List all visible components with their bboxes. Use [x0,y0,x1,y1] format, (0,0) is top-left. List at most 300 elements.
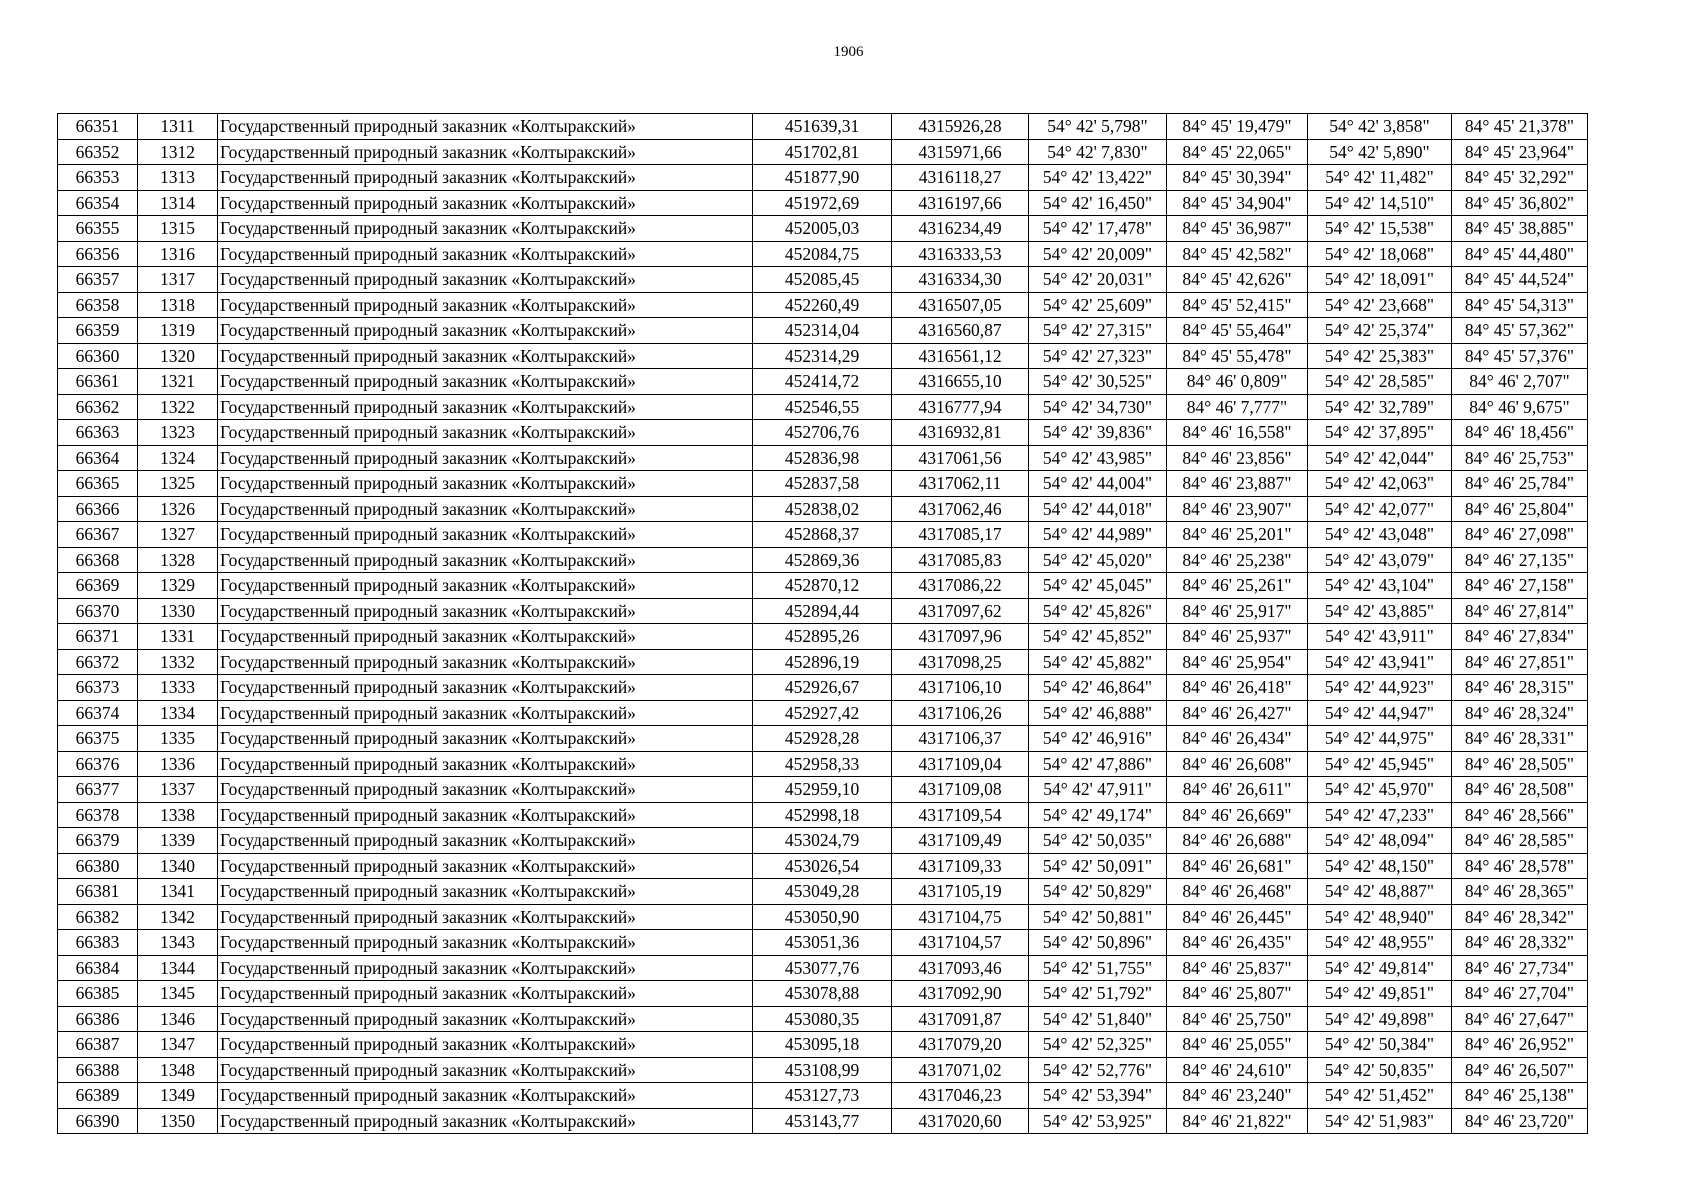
object-name-cell: Государственный природный заказник «Колтыракский» [218,216,753,242]
latitude-2-cell: 54° 42' 44,975" [1308,726,1452,752]
coord-y-cell: 4317093,46 [892,955,1029,981]
coord-x-cell: 451702,81 [753,139,892,165]
record-number-cell: 66352 [58,139,138,165]
coord-y-cell: 4317061,56 [892,445,1029,471]
coord-x-cell: 453026,54 [753,853,892,879]
record-number-cell: 66376 [58,751,138,777]
latitude-1-cell: 54° 42' 27,315" [1029,318,1167,344]
coord-x-cell: 453050,90 [753,904,892,930]
coord-y-cell: 4317062,11 [892,471,1029,497]
longitude-1-cell: 84° 46' 26,468" [1167,879,1308,905]
latitude-1-cell: 54° 42' 7,830" [1029,139,1167,165]
object-name-cell: Государственный природный заказник «Колтыракский» [218,930,753,956]
object-name-cell: Государственный природный заказник «Колтыракский» [218,114,753,140]
coord-x-cell: 452084,75 [753,241,892,267]
coord-x-cell: 452894,44 [753,598,892,624]
point-number-cell: 1338 [138,802,218,828]
record-number-cell: 66360 [58,343,138,369]
record-number-cell: 66368 [58,547,138,573]
object-name-cell: Государственный природный заказник «Колтыракский» [218,828,753,854]
point-number-cell: 1322 [138,394,218,420]
object-name-cell: Государственный природный заказник «Колтыракский» [218,904,753,930]
record-number-cell: 66361 [58,369,138,395]
longitude-2-cell: 84° 46' 25,784" [1452,471,1588,497]
point-number-cell: 1348 [138,1057,218,1083]
object-name-cell: Государственный природный заказник «Колтыракский» [218,165,753,191]
record-number-cell: 66390 [58,1108,138,1134]
object-name-cell: Государственный природный заказник «Колтыракский» [218,1057,753,1083]
latitude-2-cell: 54° 42' 42,044" [1308,445,1452,471]
longitude-1-cell: 84° 45' 36,987" [1167,216,1308,242]
latitude-2-cell: 54° 42' 15,538" [1308,216,1452,242]
object-name-cell: Государственный природный заказник «Колтыракский» [218,292,753,318]
point-number-cell: 1329 [138,573,218,599]
record-number-cell: 66358 [58,292,138,318]
coordinates-table [57,113,1588,1134]
longitude-1-cell: 84° 46' 25,238" [1167,547,1308,573]
table-row [58,394,1588,420]
longitude-1-cell: 84° 46' 0,809" [1167,369,1308,395]
longitude-1-cell: 84° 46' 25,807" [1167,981,1308,1007]
longitude-2-cell: 84° 46' 28,324" [1452,700,1588,726]
latitude-1-cell: 54° 42' 5,798" [1029,114,1167,140]
longitude-1-cell: 84° 45' 55,478" [1167,343,1308,369]
longitude-2-cell: 84° 46' 23,720" [1452,1108,1588,1134]
record-number-cell: 66367 [58,522,138,548]
longitude-1-cell: 84° 46' 26,681" [1167,853,1308,879]
object-name-cell: Государственный природный заказник «Колтыракский» [218,343,753,369]
record-number-cell: 66382 [58,904,138,930]
longitude-1-cell: 84° 46' 26,611" [1167,777,1308,803]
coord-y-cell: 4317106,10 [892,675,1029,701]
record-number-cell: 66381 [58,879,138,905]
coord-x-cell: 452005,03 [753,216,892,242]
object-name-cell: Государственный природный заказник «Колтыракский» [218,751,753,777]
coord-x-cell: 452869,36 [753,547,892,573]
longitude-1-cell: 84° 45' 30,394" [1167,165,1308,191]
point-number-cell: 1345 [138,981,218,1007]
table-row [58,496,1588,522]
coord-y-cell: 4317106,37 [892,726,1029,752]
longitude-2-cell: 84° 46' 26,507" [1452,1057,1588,1083]
latitude-1-cell: 54° 42' 51,792" [1029,981,1167,1007]
record-number-cell: 66363 [58,420,138,446]
table-row [58,318,1588,344]
coord-y-cell: 4316197,66 [892,190,1029,216]
coord-x-cell: 452896,19 [753,649,892,675]
object-name-cell: Государственный природный заказник «Колтыракский» [218,445,753,471]
coord-x-cell: 452868,37 [753,522,892,548]
record-number-cell: 66386 [58,1006,138,1032]
object-name-cell: Государственный природный заказник «Колтыракский» [218,394,753,420]
latitude-2-cell: 54° 42' 37,895" [1308,420,1452,446]
table-row [58,139,1588,165]
longitude-1-cell: 84° 46' 25,937" [1167,624,1308,650]
coord-y-cell: 4316334,30 [892,267,1029,293]
point-number-cell: 1341 [138,879,218,905]
latitude-1-cell: 54° 42' 44,004" [1029,471,1167,497]
object-name-cell: Государственный природный заказник «Колтыракский» [218,802,753,828]
latitude-1-cell: 54° 42' 45,882" [1029,649,1167,675]
longitude-1-cell: 84° 46' 23,887" [1167,471,1308,497]
longitude-1-cell: 84° 45' 22,065" [1167,139,1308,165]
longitude-1-cell: 84° 46' 25,261" [1167,573,1308,599]
object-name-cell: Государственный природный заказник «Колтыракский» [218,649,753,675]
table-row [58,777,1588,803]
latitude-2-cell: 54° 42' 50,384" [1308,1032,1452,1058]
coord-x-cell: 453127,73 [753,1083,892,1109]
table-row [58,343,1588,369]
point-number-cell: 1328 [138,547,218,573]
object-name-cell: Государственный природный заказник «Колтыракский» [218,700,753,726]
longitude-1-cell: 84° 46' 26,418" [1167,675,1308,701]
latitude-2-cell: 54° 42' 44,923" [1308,675,1452,701]
latitude-1-cell: 54° 42' 50,091" [1029,853,1167,879]
coord-y-cell: 4317092,90 [892,981,1029,1007]
record-number-cell: 66383 [58,930,138,956]
coord-y-cell: 4316560,87 [892,318,1029,344]
table-row [58,1083,1588,1109]
longitude-1-cell: 84° 46' 23,907" [1167,496,1308,522]
point-number-cell: 1313 [138,165,218,191]
object-name-cell: Государственный природный заказник «Колтыракский» [218,522,753,548]
point-number-cell: 1340 [138,853,218,879]
record-number-cell: 66374 [58,700,138,726]
point-number-cell: 1334 [138,700,218,726]
latitude-1-cell: 54° 42' 44,018" [1029,496,1167,522]
coord-x-cell: 452927,42 [753,700,892,726]
coord-x-cell: 452928,28 [753,726,892,752]
table-row [58,114,1588,140]
record-number-cell: 66369 [58,573,138,599]
longitude-2-cell: 84° 45' 36,802" [1452,190,1588,216]
page-number: 1906 [833,44,864,60]
longitude-2-cell: 84° 46' 28,505" [1452,751,1588,777]
latitude-2-cell: 54° 42' 48,094" [1308,828,1452,854]
longitude-2-cell: 84° 45' 44,524" [1452,267,1588,293]
latitude-2-cell: 54° 42' 51,452" [1308,1083,1452,1109]
longitude-1-cell: 84° 46' 24,610" [1167,1057,1308,1083]
table-row [58,547,1588,573]
longitude-2-cell: 84° 46' 27,135" [1452,547,1588,573]
coord-y-cell: 4316932,81 [892,420,1029,446]
longitude-2-cell: 84° 46' 28,331" [1452,726,1588,752]
point-number-cell: 1349 [138,1083,218,1109]
object-name-cell: Государственный природный заказник «Колтыракский» [218,726,753,752]
longitude-1-cell: 84° 46' 26,669" [1167,802,1308,828]
coord-y-cell: 4317106,26 [892,700,1029,726]
coord-x-cell: 452085,45 [753,267,892,293]
point-number-cell: 1323 [138,420,218,446]
longitude-2-cell: 84° 45' 23,964" [1452,139,1588,165]
record-number-cell: 66379 [58,828,138,854]
coord-x-cell: 451877,90 [753,165,892,191]
coord-x-cell: 452414,72 [753,369,892,395]
coord-x-cell: 451639,31 [753,114,892,140]
longitude-1-cell: 84° 46' 26,445" [1167,904,1308,930]
record-number-cell: 66371 [58,624,138,650]
longitude-2-cell: 84° 46' 28,508" [1452,777,1588,803]
longitude-1-cell: 84° 46' 16,558" [1167,420,1308,446]
table-row [58,165,1588,191]
coord-y-cell: 4317046,23 [892,1083,1029,1109]
latitude-1-cell: 54° 42' 16,450" [1029,190,1167,216]
longitude-1-cell: 84° 46' 7,777" [1167,394,1308,420]
longitude-1-cell: 84° 46' 23,856" [1167,445,1308,471]
latitude-1-cell: 54° 42' 45,045" [1029,573,1167,599]
longitude-1-cell: 84° 46' 25,201" [1167,522,1308,548]
coord-x-cell: 452706,76 [753,420,892,446]
latitude-1-cell: 54° 42' 52,325" [1029,1032,1167,1058]
longitude-2-cell: 84° 46' 25,804" [1452,496,1588,522]
point-number-cell: 1315 [138,216,218,242]
coord-y-cell: 4316655,10 [892,369,1029,395]
table-row [58,726,1588,752]
latitude-1-cell: 54° 42' 17,478" [1029,216,1167,242]
longitude-2-cell: 84° 46' 27,158" [1452,573,1588,599]
object-name-cell: Государственный природный заказник «Колтыракский» [218,675,753,701]
latitude-1-cell: 54° 42' 13,422" [1029,165,1167,191]
table-row [58,420,1588,446]
latitude-2-cell: 54° 42' 48,955" [1308,930,1452,956]
object-name-cell: Государственный природный заказник «Колтыракский» [218,471,753,497]
longitude-2-cell: 84° 46' 27,814" [1452,598,1588,624]
latitude-2-cell: 54° 42' 25,374" [1308,318,1452,344]
longitude-1-cell: 84° 46' 26,435" [1167,930,1308,956]
longitude-2-cell: 84° 46' 28,332" [1452,930,1588,956]
coord-y-cell: 4317062,46 [892,496,1029,522]
point-number-cell: 1324 [138,445,218,471]
longitude-2-cell: 84° 46' 28,315" [1452,675,1588,701]
longitude-2-cell: 84° 45' 57,362" [1452,318,1588,344]
latitude-1-cell: 54° 42' 43,985" [1029,445,1167,471]
coord-y-cell: 4315971,66 [892,139,1029,165]
coord-x-cell: 453095,18 [753,1032,892,1058]
latitude-2-cell: 54° 42' 5,890" [1308,139,1452,165]
coord-x-cell: 453077,76 [753,955,892,981]
latitude-2-cell: 54° 42' 43,079" [1308,547,1452,573]
latitude-1-cell: 54° 42' 51,840" [1029,1006,1167,1032]
table-row [58,267,1588,293]
latitude-1-cell: 54° 42' 45,852" [1029,624,1167,650]
coord-y-cell: 4317097,96 [892,624,1029,650]
point-number-cell: 1326 [138,496,218,522]
coord-y-cell: 4316118,27 [892,165,1029,191]
table-row [58,471,1588,497]
record-number-cell: 66364 [58,445,138,471]
longitude-1-cell: 84° 46' 25,837" [1167,955,1308,981]
latitude-1-cell: 54° 42' 50,881" [1029,904,1167,930]
coord-y-cell: 4317079,20 [892,1032,1029,1058]
point-number-cell: 1331 [138,624,218,650]
coord-x-cell: 453024,79 [753,828,892,854]
latitude-2-cell: 54° 42' 49,814" [1308,955,1452,981]
object-name-cell: Государственный природный заказник «Колтыракский» [218,496,753,522]
longitude-2-cell: 84° 45' 54,313" [1452,292,1588,318]
longitude-1-cell: 84° 46' 21,822" [1167,1108,1308,1134]
point-number-cell: 1321 [138,369,218,395]
coord-y-cell: 4316234,49 [892,216,1029,242]
coord-y-cell: 4317109,04 [892,751,1029,777]
table-row [58,879,1588,905]
point-number-cell: 1317 [138,267,218,293]
record-number-cell: 66373 [58,675,138,701]
latitude-2-cell: 54° 42' 45,970" [1308,777,1452,803]
longitude-1-cell: 84° 46' 26,427" [1167,700,1308,726]
table-row [58,292,1588,318]
record-number-cell: 66370 [58,598,138,624]
object-name-cell: Государственный природный заказник «Колтыракский» [218,624,753,650]
latitude-1-cell: 54° 42' 20,031" [1029,267,1167,293]
longitude-1-cell: 84° 45' 34,904" [1167,190,1308,216]
latitude-2-cell: 54° 42' 48,887" [1308,879,1452,905]
longitude-2-cell: 84° 46' 27,851" [1452,649,1588,675]
longitude-1-cell: 84° 46' 25,750" [1167,1006,1308,1032]
latitude-2-cell: 54° 42' 51,983" [1308,1108,1452,1134]
longitude-2-cell: 84° 46' 27,647" [1452,1006,1588,1032]
table-row [58,904,1588,930]
record-number-cell: 66351 [58,114,138,140]
point-number-cell: 1347 [138,1032,218,1058]
longitude-1-cell: 84° 46' 25,954" [1167,649,1308,675]
point-number-cell: 1350 [138,1108,218,1134]
latitude-2-cell: 54° 42' 18,068" [1308,241,1452,267]
table-row [58,445,1588,471]
coord-y-cell: 4315926,28 [892,114,1029,140]
coord-y-cell: 4317020,60 [892,1108,1029,1134]
coord-y-cell: 4316507,05 [892,292,1029,318]
object-name-cell: Государственный природный заказник «Колтыракский» [218,241,753,267]
object-name-cell: Государственный природный заказник «Колтыракский» [218,1108,753,1134]
latitude-1-cell: 54° 42' 39,836" [1029,420,1167,446]
latitude-1-cell: 54° 42' 47,911" [1029,777,1167,803]
latitude-2-cell: 54° 42' 43,941" [1308,649,1452,675]
object-name-cell: Государственный природный заказник «Колтыракский» [218,981,753,1007]
table-row [58,853,1588,879]
longitude-1-cell: 84° 45' 42,582" [1167,241,1308,267]
table-row [58,751,1588,777]
point-number-cell: 1318 [138,292,218,318]
longitude-2-cell: 84° 46' 27,834" [1452,624,1588,650]
coord-x-cell: 452958,33 [753,751,892,777]
longitude-1-cell: 84° 45' 19,479" [1167,114,1308,140]
longitude-2-cell: 84° 46' 28,365" [1452,879,1588,905]
coord-x-cell: 452837,58 [753,471,892,497]
record-number-cell: 66375 [58,726,138,752]
coord-x-cell: 451972,69 [753,190,892,216]
record-number-cell: 66362 [58,394,138,420]
point-number-cell: 1346 [138,1006,218,1032]
table-row [58,190,1588,216]
latitude-1-cell: 54° 42' 51,755" [1029,955,1167,981]
latitude-1-cell: 54° 42' 25,609" [1029,292,1167,318]
latitude-1-cell: 54° 42' 50,896" [1029,930,1167,956]
point-number-cell: 1316 [138,241,218,267]
table-row [58,675,1588,701]
object-name-cell: Государственный природный заказник «Колтыракский» [218,777,753,803]
longitude-2-cell: 84° 45' 44,480" [1452,241,1588,267]
coord-x-cell: 453078,88 [753,981,892,1007]
record-number-cell: 66384 [58,955,138,981]
longitude-2-cell: 84° 46' 28,566" [1452,802,1588,828]
table-row [58,828,1588,854]
latitude-2-cell: 54° 42' 42,077" [1308,496,1452,522]
latitude-2-cell: 54° 42' 44,947" [1308,700,1452,726]
latitude-1-cell: 54° 42' 45,826" [1029,598,1167,624]
record-number-cell: 66378 [58,802,138,828]
latitude-2-cell: 54° 42' 14,510" [1308,190,1452,216]
latitude-2-cell: 54° 42' 32,789" [1308,394,1452,420]
coord-y-cell: 4316561,12 [892,343,1029,369]
table-row [58,1032,1588,1058]
point-number-cell: 1342 [138,904,218,930]
latitude-2-cell: 54° 42' 43,104" [1308,573,1452,599]
point-number-cell: 1319 [138,318,218,344]
latitude-1-cell: 54° 42' 49,174" [1029,802,1167,828]
latitude-1-cell: 54° 42' 34,730" [1029,394,1167,420]
latitude-2-cell: 54° 42' 3,858" [1308,114,1452,140]
coord-y-cell: 4317086,22 [892,573,1029,599]
coord-y-cell: 4317098,25 [892,649,1029,675]
longitude-2-cell: 84° 46' 28,585" [1452,828,1588,854]
record-number-cell: 66388 [58,1057,138,1083]
table-row [58,955,1588,981]
record-number-cell: 66380 [58,853,138,879]
coord-y-cell: 4317085,17 [892,522,1029,548]
latitude-1-cell: 54° 42' 46,888" [1029,700,1167,726]
object-name-cell: Государственный природный заказник «Колтыракский» [218,1006,753,1032]
coord-y-cell: 4316777,94 [892,394,1029,420]
table-row [58,700,1588,726]
object-name-cell: Государственный природный заказник «Колтыракский» [218,547,753,573]
longitude-2-cell: 84° 45' 21,378" [1452,114,1588,140]
record-number-cell: 66387 [58,1032,138,1058]
latitude-1-cell: 54° 42' 45,020" [1029,547,1167,573]
record-number-cell: 66377 [58,777,138,803]
coord-y-cell: 4317097,62 [892,598,1029,624]
point-number-cell: 1339 [138,828,218,854]
coord-x-cell: 453108,99 [753,1057,892,1083]
table-row [58,1108,1588,1134]
latitude-2-cell: 54° 42' 28,585" [1308,369,1452,395]
record-number-cell: 66365 [58,471,138,497]
coord-y-cell: 4316333,53 [892,241,1029,267]
longitude-1-cell: 84° 46' 26,608" [1167,751,1308,777]
longitude-1-cell: 84° 46' 26,434" [1167,726,1308,752]
latitude-1-cell: 54° 42' 52,776" [1029,1057,1167,1083]
record-number-cell: 66357 [58,267,138,293]
coord-x-cell: 452870,12 [753,573,892,599]
longitude-1-cell: 84° 45' 55,464" [1167,318,1308,344]
coord-y-cell: 4317109,08 [892,777,1029,803]
object-name-cell: Государственный природный заказник «Колтыракский» [218,420,753,446]
longitude-2-cell: 84° 46' 18,456" [1452,420,1588,446]
latitude-2-cell: 54° 42' 49,898" [1308,1006,1452,1032]
longitude-1-cell: 84° 46' 25,055" [1167,1032,1308,1058]
object-name-cell: Государственный природный заказник «Колтыракский» [218,573,753,599]
table-row [58,598,1588,624]
point-number-cell: 1344 [138,955,218,981]
table-row [58,930,1588,956]
coord-y-cell: 4317105,19 [892,879,1029,905]
longitude-1-cell: 84° 46' 23,240" [1167,1083,1308,1109]
latitude-2-cell: 54° 42' 11,482" [1308,165,1452,191]
latitude-1-cell: 54° 42' 50,035" [1029,828,1167,854]
longitude-1-cell: 84° 46' 25,917" [1167,598,1308,624]
table-row [58,573,1588,599]
record-number-cell: 66359 [58,318,138,344]
record-number-cell: 66389 [58,1083,138,1109]
